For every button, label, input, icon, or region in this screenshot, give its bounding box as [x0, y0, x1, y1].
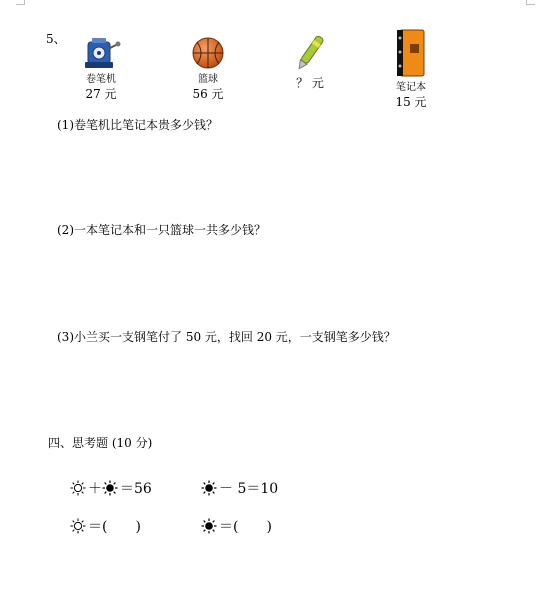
equation-expression: － 5＝10	[219, 481, 279, 497]
equation-3	[70, 516, 141, 536]
answer-blank: ＝( )	[219, 519, 272, 535]
equation-1	[70, 478, 152, 498]
item-price: ？ 元	[296, 76, 324, 90]
section-title: 四、思考题 (10 分)	[48, 436, 153, 450]
equation-4	[201, 516, 272, 536]
item-basketball	[183, 36, 233, 102]
basketball-icon	[191, 36, 225, 70]
question-number: 5、	[46, 32, 66, 46]
pencil-sharpener-icon	[80, 34, 122, 70]
pen-icon	[293, 32, 327, 74]
equation-result: ＝56	[120, 481, 152, 497]
equation-operator: ＋	[88, 481, 102, 497]
equation-2	[201, 478, 278, 498]
item-pencil-sharpener	[76, 34, 126, 102]
notebook-icon	[394, 28, 428, 78]
item-label: 笔记本	[396, 82, 426, 93]
item-price: 27 元	[85, 87, 117, 101]
sun-filled-icon	[102, 480, 118, 496]
page-corner-mark	[16, 0, 25, 5]
item-price: 56 元	[192, 87, 224, 101]
item-label: 卷笔机	[86, 74, 116, 85]
item-notebook	[386, 28, 436, 110]
item-pen	[288, 32, 332, 91]
question-2: (2)一本笔记本和一只篮球一共多少钱？	[57, 223, 266, 237]
sun-filled-icon	[201, 480, 217, 496]
sun-filled-icon	[201, 518, 217, 534]
item-price: 15 元	[395, 95, 427, 109]
page-corner-mark	[526, 0, 535, 5]
question-3: (3)小兰买一支钢笔付了 50 元，找回 20 元，一支钢笔多少钱？	[57, 330, 396, 344]
answer-blank: ＝( )	[88, 519, 141, 535]
sun-outline-icon	[70, 518, 86, 534]
question-1: (1)卷笔机比笔记本贵多少钱？	[57, 118, 218, 132]
sun-outline-icon	[70, 480, 86, 496]
item-label: 篮球	[198, 74, 218, 85]
